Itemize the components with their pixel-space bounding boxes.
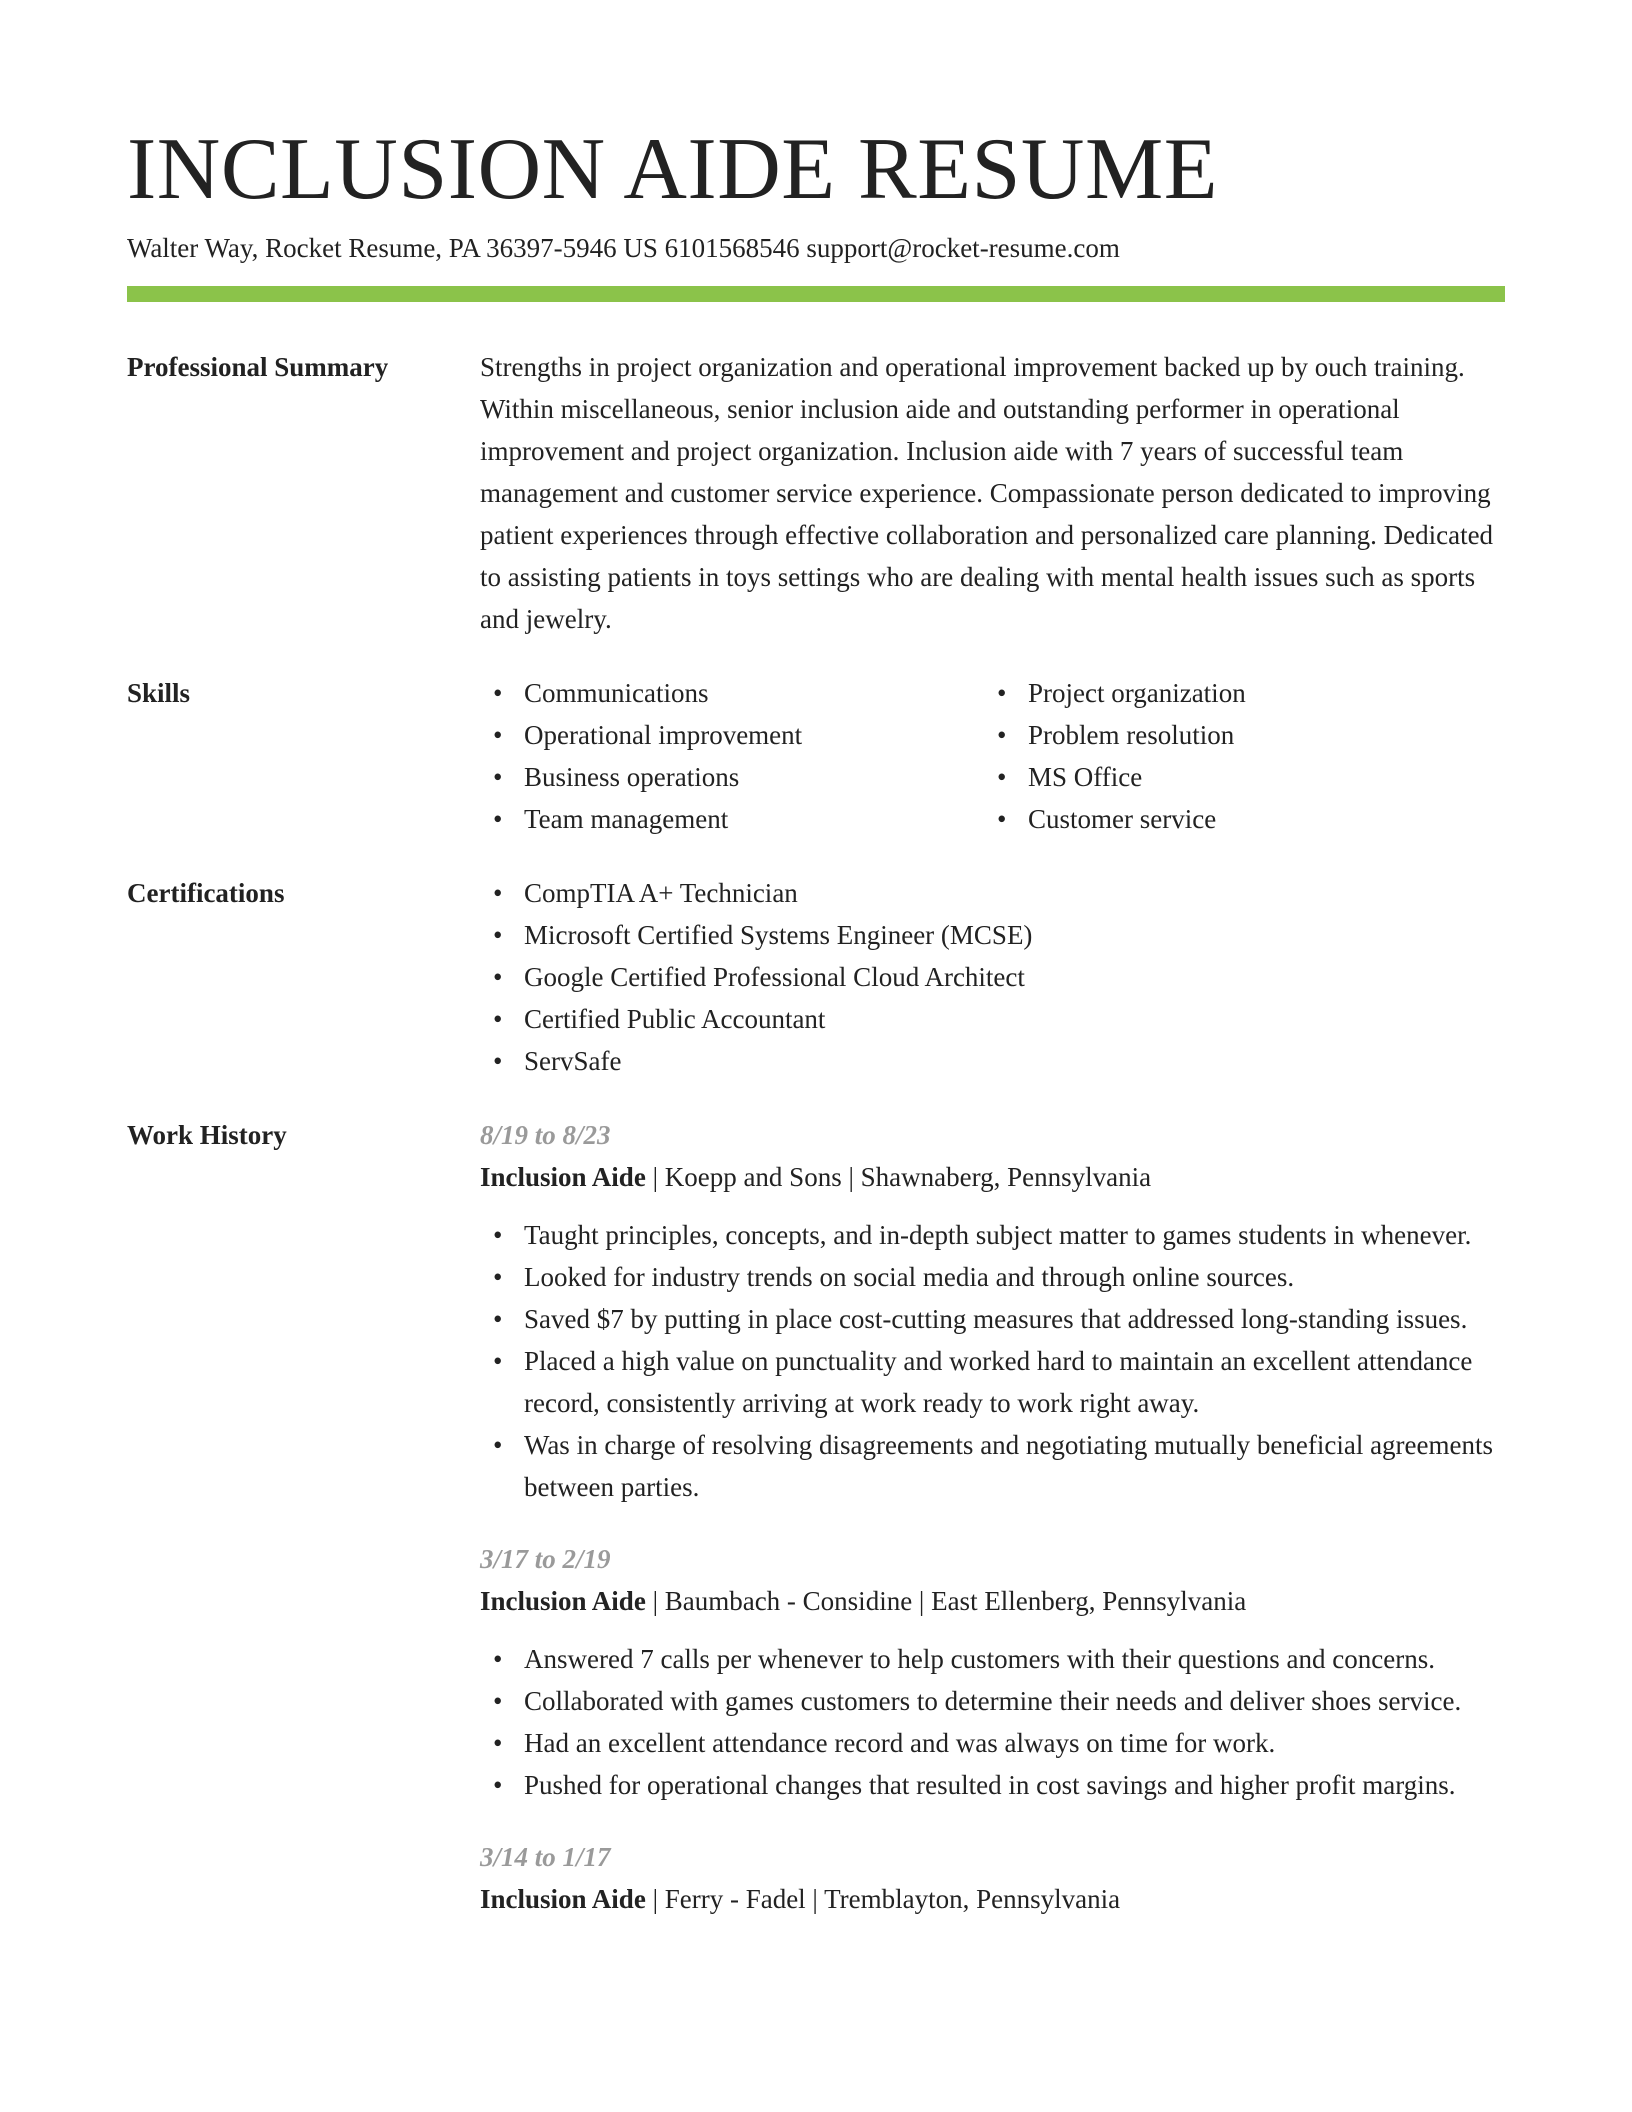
job-bullet: • Answered 7 calls per whenever to help customers with their questions and concerns. — [480, 1638, 1505, 1680]
work-history-content — [480, 1114, 1505, 1920]
summary-text: Strengths in project organization and operational improvement backed up by ouch training. Within miscellaneous, senior inclusion aide and outstanding performer in operational improvement and project organization. Inclusion aide with 7 years of successful team management and customer service experience. Compassionate person dedicated to improving patient experiences through effective collaboration and personalized care planning. Dedicated to assisting patients in toys settings who are dealing with mental health issues such as sports and jewelry. — [480, 352, 1494, 634]
job-title: Inclusion Aide — [480, 1162, 646, 1192]
job-bullet: • Taught principles, concepts, and in-depth subject matter to games students in whenever. — [480, 1214, 1505, 1256]
work-history-label: Work History — [127, 1120, 287, 1150]
summary-content — [480, 346, 1505, 640]
skills-content — [480, 672, 1505, 840]
job-bullets — [480, 1638, 1505, 1806]
resume-header — [127, 118, 1505, 266]
job-bullet: • Pushed for operational changes that resulted in cost savings and higher profit margins. — [480, 1764, 1505, 1806]
skill-item: • MS Office — [984, 756, 1484, 798]
skills-list-left — [480, 672, 980, 840]
job-details: | Ferry - Fadel | Tremblayton, Pennsylvania — [645, 1884, 1121, 1914]
skill-item: • Team management — [480, 798, 980, 840]
skills-list-right — [984, 672, 1484, 840]
job-dates: 3/17 to 2/19 — [480, 1544, 611, 1574]
header-divider — [127, 286, 1505, 302]
job-title-line — [480, 1878, 1505, 1920]
contact-info: Walter Way, Rocket Resume, PA 36397-5946 US 6101568546 support@rocket-resume.com — [127, 233, 1120, 263]
job-entry — [480, 1836, 1505, 1920]
job-details: | Baumbach - Considine | East Ellenberg, Pennsylvania — [645, 1586, 1247, 1616]
job-entry — [480, 1114, 1505, 1508]
job-entry — [480, 1538, 1505, 1806]
skills-label: Skills — [127, 678, 191, 708]
job-bullets — [480, 1214, 1505, 1508]
certification-item: • Certified Public Accountant — [480, 998, 1505, 1040]
summary-label: Professional Summary — [127, 352, 389, 382]
job-dates: 3/14 to 1/17 — [480, 1842, 611, 1872]
certifications-label: Certifications — [127, 878, 285, 908]
job-bullet: • Had an excellent attendance record and was always on time for work. — [480, 1722, 1505, 1764]
skill-item: • Operational improvement — [480, 714, 980, 756]
skill-item: • Communications — [480, 672, 980, 714]
job-title-line — [480, 1156, 1505, 1198]
certification-item: • Google Certified Professional Cloud Architect — [480, 956, 1505, 998]
job-bullet: • Collaborated with games customers to determine their needs and deliver shoes service. — [480, 1680, 1505, 1722]
skill-item: • Business operations — [480, 756, 980, 798]
job-details: | Koepp and Sons | Shawnaberg, Pennsylvania — [645, 1162, 1152, 1192]
certification-item: • Microsoft Certified Systems Engineer (MCSE) — [480, 914, 1505, 956]
skill-item: • Customer service — [984, 798, 1484, 840]
certification-item: • ServSafe — [480, 1040, 1505, 1082]
job-title: Inclusion Aide — [480, 1884, 646, 1914]
skill-item: • Project organization — [984, 672, 1484, 714]
resume-title: INCLUSION AIDE RESUME — [127, 121, 1218, 218]
job-dates: 8/19 to 8/23 — [480, 1120, 611, 1150]
job-title: Inclusion Aide — [480, 1586, 646, 1616]
job-title-line — [480, 1580, 1505, 1622]
certifications-list — [480, 872, 1505, 1082]
job-bullet: • Was in charge of resolving disagreements and negotiating mutually beneficial agreements between parties. — [480, 1424, 1505, 1508]
job-bullet: • Placed a high value on punctuality and worked hard to maintain an excellent attendance record, consistently arriving at work ready to work right away. — [480, 1340, 1505, 1424]
certification-item: • CompTIA A+ Technician — [480, 872, 1505, 914]
job-bullet: • Saved $7 by putting in place cost-cutting measures that addressed long-standing issues. — [480, 1298, 1505, 1340]
certifications-content — [480, 872, 1505, 1082]
job-bullet: • Looked for industry trends on social media and through online sources. — [480, 1256, 1505, 1298]
skill-item: • Problem resolution — [984, 714, 1484, 756]
